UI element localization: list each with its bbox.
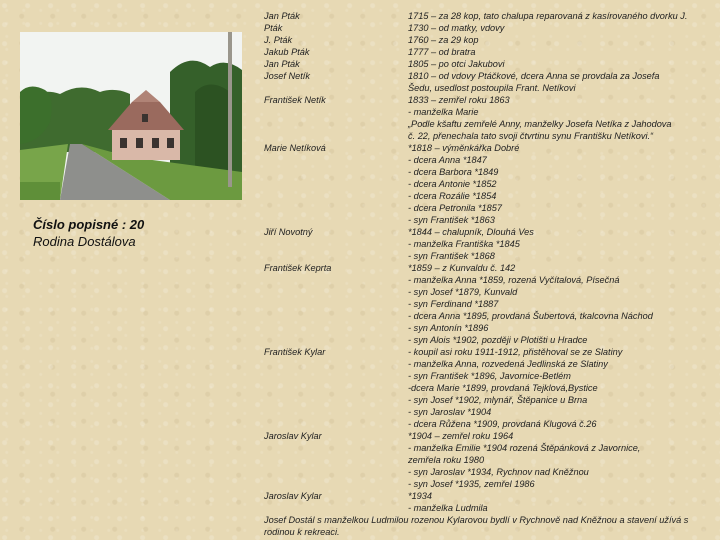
owner-detail: - dcera Antonie *1852 xyxy=(408,179,497,189)
owner-name: Jaroslav Kylar xyxy=(264,491,322,501)
owner-detail: - manželka Marie xyxy=(408,107,479,117)
entry-row xyxy=(0,490,720,502)
owner-detail: - syn František *1863 xyxy=(408,215,495,225)
owner-name: František Kylar xyxy=(264,347,326,357)
entry-row xyxy=(0,106,720,118)
owner-name: Jan Pták xyxy=(264,59,300,69)
owner-detail: - syn Josef *1902, mlynář, Štěpanice u Brna xyxy=(408,395,588,405)
entry-row xyxy=(0,166,720,178)
owner-detail: *1934 xyxy=(408,491,433,501)
entry-row xyxy=(0,154,720,166)
family-name-subtitle: Rodina Dostálova xyxy=(33,234,136,249)
owner-detail: č. 22, přenechala tato svoji čtvrtinu synu Františku Netíkovi.“ xyxy=(408,131,654,141)
entry-row xyxy=(0,310,720,322)
owner-detail: *1904 – zemřel roku 1964 xyxy=(408,431,514,441)
owner-name: Josef Netík xyxy=(264,71,310,81)
owner-name: Jakub Pták xyxy=(264,47,310,57)
owner-detail: 1715 – za 28 kop, tato chalupa reparovaná z kasírovaného dvorku J. xyxy=(408,11,688,21)
entry-row xyxy=(0,10,720,22)
entry-row xyxy=(0,382,720,394)
owner-detail: 1805 – po otci Jakubovi xyxy=(408,59,505,69)
owner-name: František Keprta xyxy=(264,263,332,273)
owner-detail: - syn Josef *1935, zemřel 1986 xyxy=(408,479,535,489)
owner-detail: - dcera Barbora *1849 xyxy=(408,167,499,177)
entry-row xyxy=(0,478,720,490)
owner-detail: 1730 – od matky, vdovy xyxy=(408,23,505,33)
owner-detail: - dcera Anna *1895, provdaná Šubertová, tkalcovna Náchod xyxy=(408,311,653,321)
entry-row xyxy=(0,502,720,514)
entry-row xyxy=(0,190,720,202)
entry-row xyxy=(0,394,720,406)
owner-detail: 1777 – od bratra xyxy=(408,47,476,57)
entry-row xyxy=(0,238,720,250)
owner-detail: - dcera Rozálie *1854 xyxy=(408,191,497,201)
owner-detail: - syn František *1896, Javornice-Betlém xyxy=(408,371,571,381)
owner-detail: - manželka Františka *1845 xyxy=(408,239,520,249)
owner-name: Jan Pták xyxy=(264,11,300,21)
entry-row xyxy=(0,286,720,298)
entry-row xyxy=(0,226,720,238)
owner-detail: „Podle kšaftu zemřelé Anny, manželky Josefa Netíka z Jahodova xyxy=(408,119,672,129)
entry-row xyxy=(0,58,720,70)
entry-row xyxy=(0,262,720,274)
owner-detail: *1844 – chalupník, Dlouhá Ves xyxy=(408,227,534,237)
entry-row xyxy=(0,178,720,190)
owner-name: Pták xyxy=(264,23,283,33)
owner-detail: - koupil asi roku 1911-1912, přistěhoval se ze Slatiny xyxy=(408,347,623,357)
owner-detail: 1810 – od vdovy Ptáčkové, dcera Anna se provdala za Josefa xyxy=(408,71,660,81)
entry-row xyxy=(0,334,720,346)
owner-detail: zemřela roku 1980 xyxy=(408,455,485,465)
owner-detail: -dcera Marie *1899, provdaná Tejklová,Bystice xyxy=(408,383,598,393)
owner-detail: *1859 – z Kunvaldu č. 142 xyxy=(408,263,516,273)
owner-detail: - dcera Růžena *1909, provdaná Klugová č.26 xyxy=(408,419,597,429)
owner-detail: - syn Jaroslav *1934, Rychnov nad Kněžnou xyxy=(408,467,589,477)
entry-row xyxy=(0,46,720,58)
entry-row xyxy=(0,22,720,34)
owner-name: František Netík xyxy=(264,95,326,105)
entry-row xyxy=(0,274,720,286)
owner-detail: - manželka Anna *1859, rozená Vyčítalová, Písečná xyxy=(408,275,620,285)
entry-row xyxy=(0,442,720,454)
entry-row xyxy=(0,82,720,94)
entry-row xyxy=(0,370,720,382)
entry-row xyxy=(0,346,720,358)
owner-name: Jiří Novotný xyxy=(264,227,313,237)
entry-row xyxy=(0,118,720,130)
owner-name: J. Pták xyxy=(264,35,293,45)
owner-detail: - syn Ferdinand *1887 xyxy=(408,299,499,309)
entry-row xyxy=(0,130,720,142)
owner-detail: 1833 – zemřel roku 1863 xyxy=(408,95,510,105)
entry-row xyxy=(0,202,720,214)
entry-row xyxy=(0,430,720,442)
owner-detail: Šedu, usedlost postoupila Frant. Netíkovi xyxy=(408,83,576,93)
entry-row xyxy=(0,298,720,310)
footer-note: Josef Dostál s manželkou Ludmilou rozenou Kylarovou bydlí v Rychnově nad Kněžnou a stavení užívá s rodinou k rekreaci. xyxy=(264,515,689,537)
owner-name: Jaroslav Kylar xyxy=(264,431,322,441)
owner-detail: - syn Alois *1902, později v Plotišti u Hradce xyxy=(408,335,588,345)
entry-row xyxy=(0,142,720,154)
owner-detail: - syn Jaroslav *1904 xyxy=(408,407,492,417)
owner-detail: - dcera Anna *1847 xyxy=(408,155,487,165)
entry-row xyxy=(0,94,720,106)
entry-row xyxy=(0,406,720,418)
owner-detail: - syn František *1868 xyxy=(408,251,495,261)
entry-row xyxy=(0,322,720,334)
entry-row xyxy=(0,70,720,82)
entry-row xyxy=(0,466,720,478)
entry-row xyxy=(0,418,720,430)
owner-detail: - dcera Petronila *1857 xyxy=(408,203,502,213)
owner-detail: - manželka Emilie *1904 rozená Štěpánková z Javornice, xyxy=(408,443,641,453)
house-number-title: Číslo popisné : 20 xyxy=(33,217,145,232)
owner-detail: *1818 – výměnkářka Dobré xyxy=(408,143,520,153)
owner-detail: - manželka Anna, rozvedená Jedlinská ze Slatiny xyxy=(408,359,608,369)
entry-row xyxy=(0,250,720,262)
owner-name: Marie Netíková xyxy=(264,143,326,153)
owner-detail: - manželka Ludmila xyxy=(408,503,488,513)
entry-row xyxy=(0,34,720,46)
owner-detail: - syn Josef *1879, Kunvald xyxy=(408,287,518,297)
entry-row xyxy=(0,214,720,226)
owner-detail: - syn Antonín *1896 xyxy=(408,323,489,333)
owner-detail: 1760 – za 29 kop xyxy=(408,35,479,45)
entry-row xyxy=(0,358,720,370)
entry-row xyxy=(0,454,720,466)
